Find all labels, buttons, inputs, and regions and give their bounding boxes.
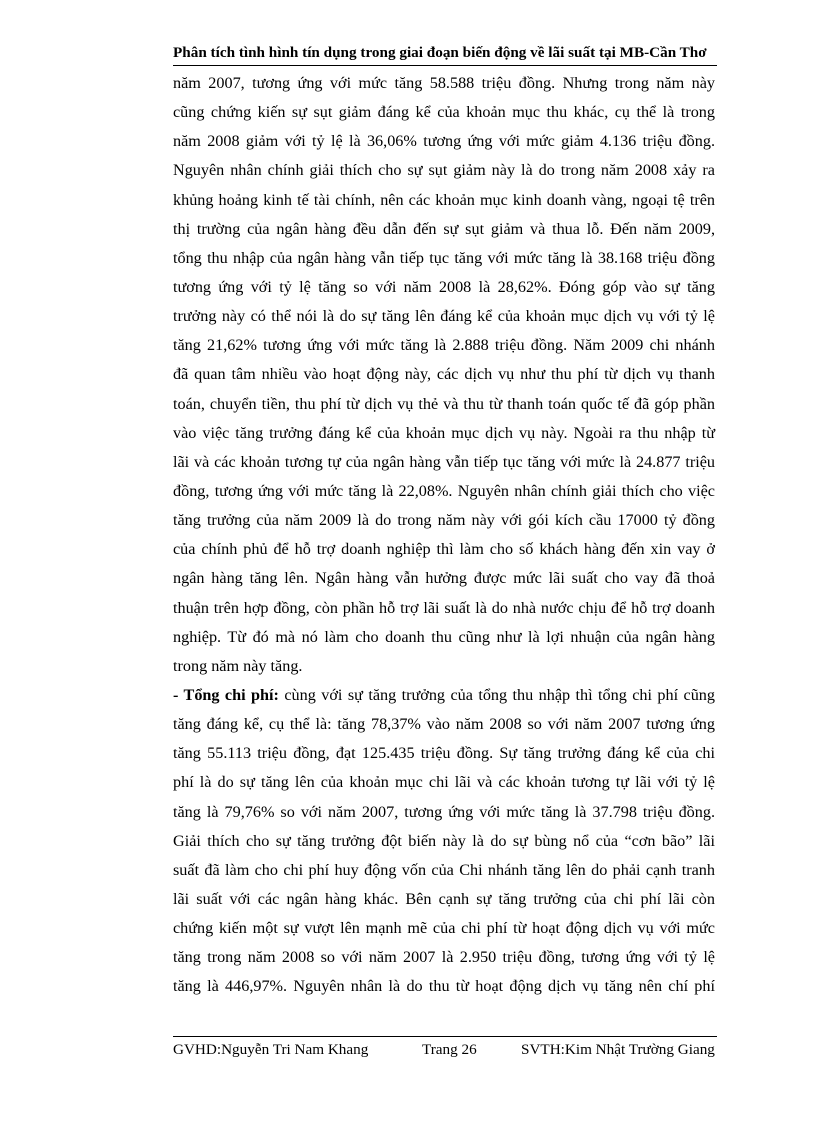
body-line: lãi và các khoản tương tự của ngân hàng vẫn tiếp tục tăng với mức là 24.877 triệu [173,452,715,471]
body-line: tăng đáng kể, cụ thể là: tăng 78,37% vào năm 2008 so với năm 2007 tương ứng [173,715,715,734]
body-line: toán, chuyển tiền, thu phí từ dịch vụ thẻ và thu từ thanh toán quốc tế đã góp phần [173,394,715,413]
footer-page-number: Trang 26 [422,1041,477,1058]
body-line: của chính phủ để hỗ trợ doanh nghiệp thì làm cho số khách hàng đến xin vay ở [173,540,715,559]
expense-first-line-text: cùng với sự tăng trưởng của tổng thu nhập thì tổng chi phí cũng [278,685,715,704]
expense-first-line [173,681,715,710]
body-line: phí là do sự tăng lên của khoản mục chi lãi và các khoản tương tự lãi với tỷ lệ [173,773,715,792]
body-line: tổng thu nhập của ngân hàng vẫn tiếp tục tăng với mức tăng là 38.168 triệu đồng [173,248,715,267]
footer-student: SVTH:Kim Nhật Trường Giang [521,1041,715,1058]
body-line: năm 2008 giảm với tỷ lệ là 36,06% tương ứng với mức giảm 4.136 triệu đồng. [173,132,715,151]
body-line: tăng trưởng của năm 2009 là do trong năm này với gói kích cầu 17000 tỷ đồng [173,511,715,530]
body-line: tăng trong năm 2008 so với năm 2007 là 2.950 triệu đồng, tương ứng với tỷ lệ [173,948,715,967]
body-line: ngân hàng tăng lên. Ngân hàng vẫn hưởng được mức lãi suất cho vay đã thoả [173,569,715,588]
footer-rule [173,1036,717,1037]
body-line: lãi suất với các ngân hàng khác. Bên cạnh sự tăng trưởng của chi phí lãi còn [173,889,715,908]
body-line: khủng hoảng kinh tế tài chính, nên các khoản mục kinh doanh vàng, ngoại tệ trên [173,190,715,209]
header-rule [173,65,717,66]
body-line: tương ứng với tỷ lệ tăng so với năm 2008 là 28,62%. Đóng góp vào sự tăng [173,277,715,296]
body-line: đã quan tâm nhiều vào hoạt động này, các dịch vụ như thu phí từ dịch vụ thanh [173,365,715,384]
body-line: tăng 21,62% tương ứng với mức tăng là 2.888 triệu đồng. Năm 2009 chi nhánh [173,336,715,355]
body-line: cũng chứng kiến sự sụt giảm đáng kể của khoản mục thu khác, cụ thể là trong [173,103,715,122]
body-line: trưởng này có thể nói là do sự tăng lên đáng kể của khoản mục dịch vụ với tỷ lệ [173,307,715,326]
body-line: thị trường của ngân hàng đều dẫn đến sự sụt giảm và thua lỗ. Đến năm 2009, [173,219,715,238]
body-line: nghiệp. Từ đó mà nó làm cho doanh thu cũng như là lợi nhuận của ngân hàng [173,627,715,646]
body-line: vào việc tăng trưởng đáng kể của khoản mục dịch vụ này. Ngoài ra thu nhập từ [173,423,715,442]
body-line: tăng là 446,97%. Nguyên nhân là do thu từ hoạt động dịch vụ tăng nên chí phí [173,977,715,996]
body-line: Giải thích cho sự tăng trưởng đột biến này là do sự bùng nổ của “cơn bão” lãi [173,831,715,850]
body-line: tăng là 79,76% so với năm 2007, tương ứng với mức tăng là 37.798 triệu đồng. [173,802,715,821]
body-line: trong năm này tăng. [173,656,303,675]
footer-advisor: GVHD:Nguyễn Tri Nam Khang [173,1041,369,1058]
body-line: đồng, tương ứng với mức tăng là 22,08%. Nguyên nhân chính giải thích cho việc [173,481,715,500]
body-line: tăng 55.113 triệu đồng, đạt 125.435 triệu đồng. Sự tăng trưởng đáng kể của chi [173,744,715,763]
body-line: Nguyên nhân chính giải thích cho sự sụt giảm này là do trong năm 2008 xảy ra [173,161,715,180]
body-line: suất đã làm cho chi phí huy động vốn của Chi nhánh tăng lên do phải cạnh tranh [173,860,715,879]
body-line: chứng kiến một sự vượt lên mạnh mẽ của chi phí từ hoạt động dịch vụ với mức [173,919,715,938]
body-line: thuận trên hợp đồng, còn phần hỗ trợ lãi suất là do nhà nước chịu để hỗ trợ doanh [173,598,715,617]
page-header-title: Phân tích tình hình tín dụng trong giai đoạn biến động về lãi suất tại MB-Cần Thơ [173,44,707,61]
expense-heading: - Tổng chi phí: [173,685,279,704]
body-line: năm 2007, tương ứng với mức tăng 58.588 triệu đồng. Nhưng trong năm này [173,74,715,92]
body-text [173,69,715,1002]
